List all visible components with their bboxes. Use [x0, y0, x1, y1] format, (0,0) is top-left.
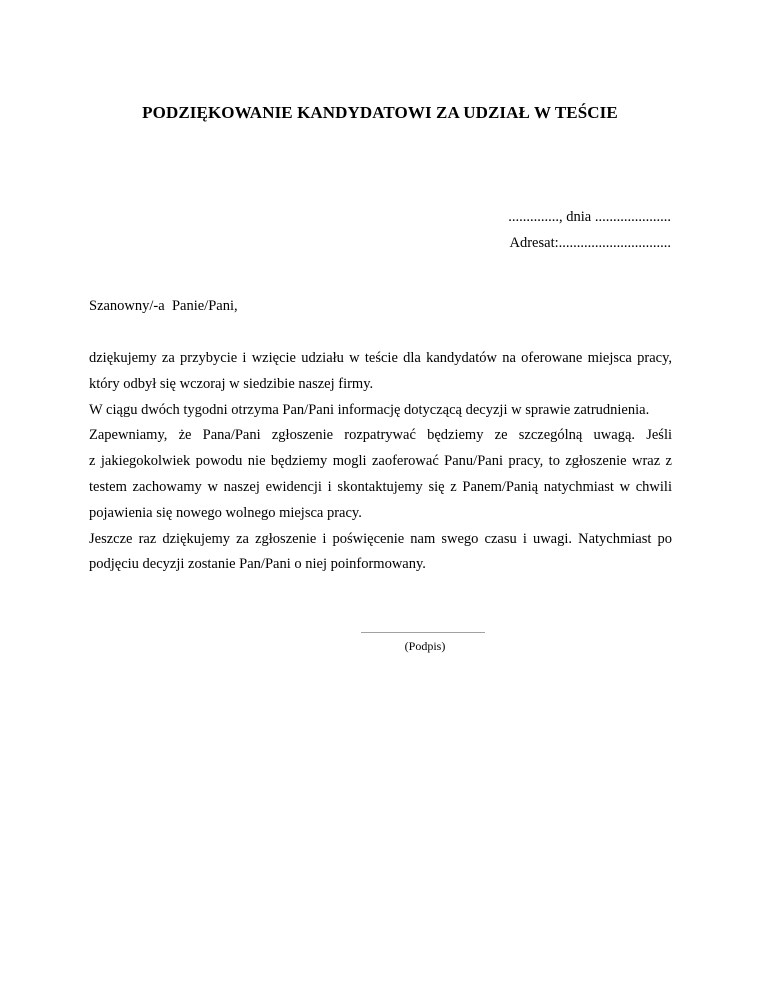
body-line-7: pojawienia się nowego wolnego miejsca pracy. [89, 504, 362, 521]
signature-label: (Podpis) [404, 639, 446, 653]
body-line-8: Jeszcze raz dziękujemy za zgłoszenie i poświęcenie nam swego czasu i uwagi. Natychmiast po [89, 530, 672, 547]
greeting: Szanowny/-a Panie/Pani, [89, 298, 238, 314]
date-line: .............., dnia ..................... [508, 209, 671, 225]
body-line-9: podjęciu decyzji zostanie Pan/Pani o niej poinformowany. [89, 556, 426, 573]
body-line-5: z jakiegokolwiek powodu nie będziemy mogli zaoferować Panu/Pani pracy, to zgłoszenie wraz z [89, 453, 672, 470]
document-title: PODZIĘKOWANIE KANDYDATOWI ZA UDZIAŁ W TEŚCIE [142, 103, 618, 122]
body-line-6: testem zachowamy w naszej ewidencji i skontaktujemy się z Panem/Panią natychmiast w chwili [89, 478, 672, 495]
signature-line: .............................................................. [361, 626, 485, 635]
body-line-4: Zapewniamy, że Pana/Pani zgłoszenie rozpatrywać będziemy ze szczególną uwagą. Jeśli [89, 427, 672, 444]
body-line-2: który odbył się wczoraj w siedzibie naszej firmy. [89, 375, 374, 392]
addressee-line: Adresat:............................... [509, 235, 671, 251]
letter-body [89, 346, 672, 578]
body-line-3: W ciągu dwóch tygodni otrzyma Pan/Pani informację dotyczącą decyzji w sprawie zatrudnienia. [89, 401, 650, 418]
body-line-1: dziękujemy za przybycie i wzięcie udziału w teście dla kandydatów na oferowane miejsca pracy, [89, 350, 672, 366]
signature-block [352, 626, 494, 654]
header-meta [508, 204, 671, 256]
